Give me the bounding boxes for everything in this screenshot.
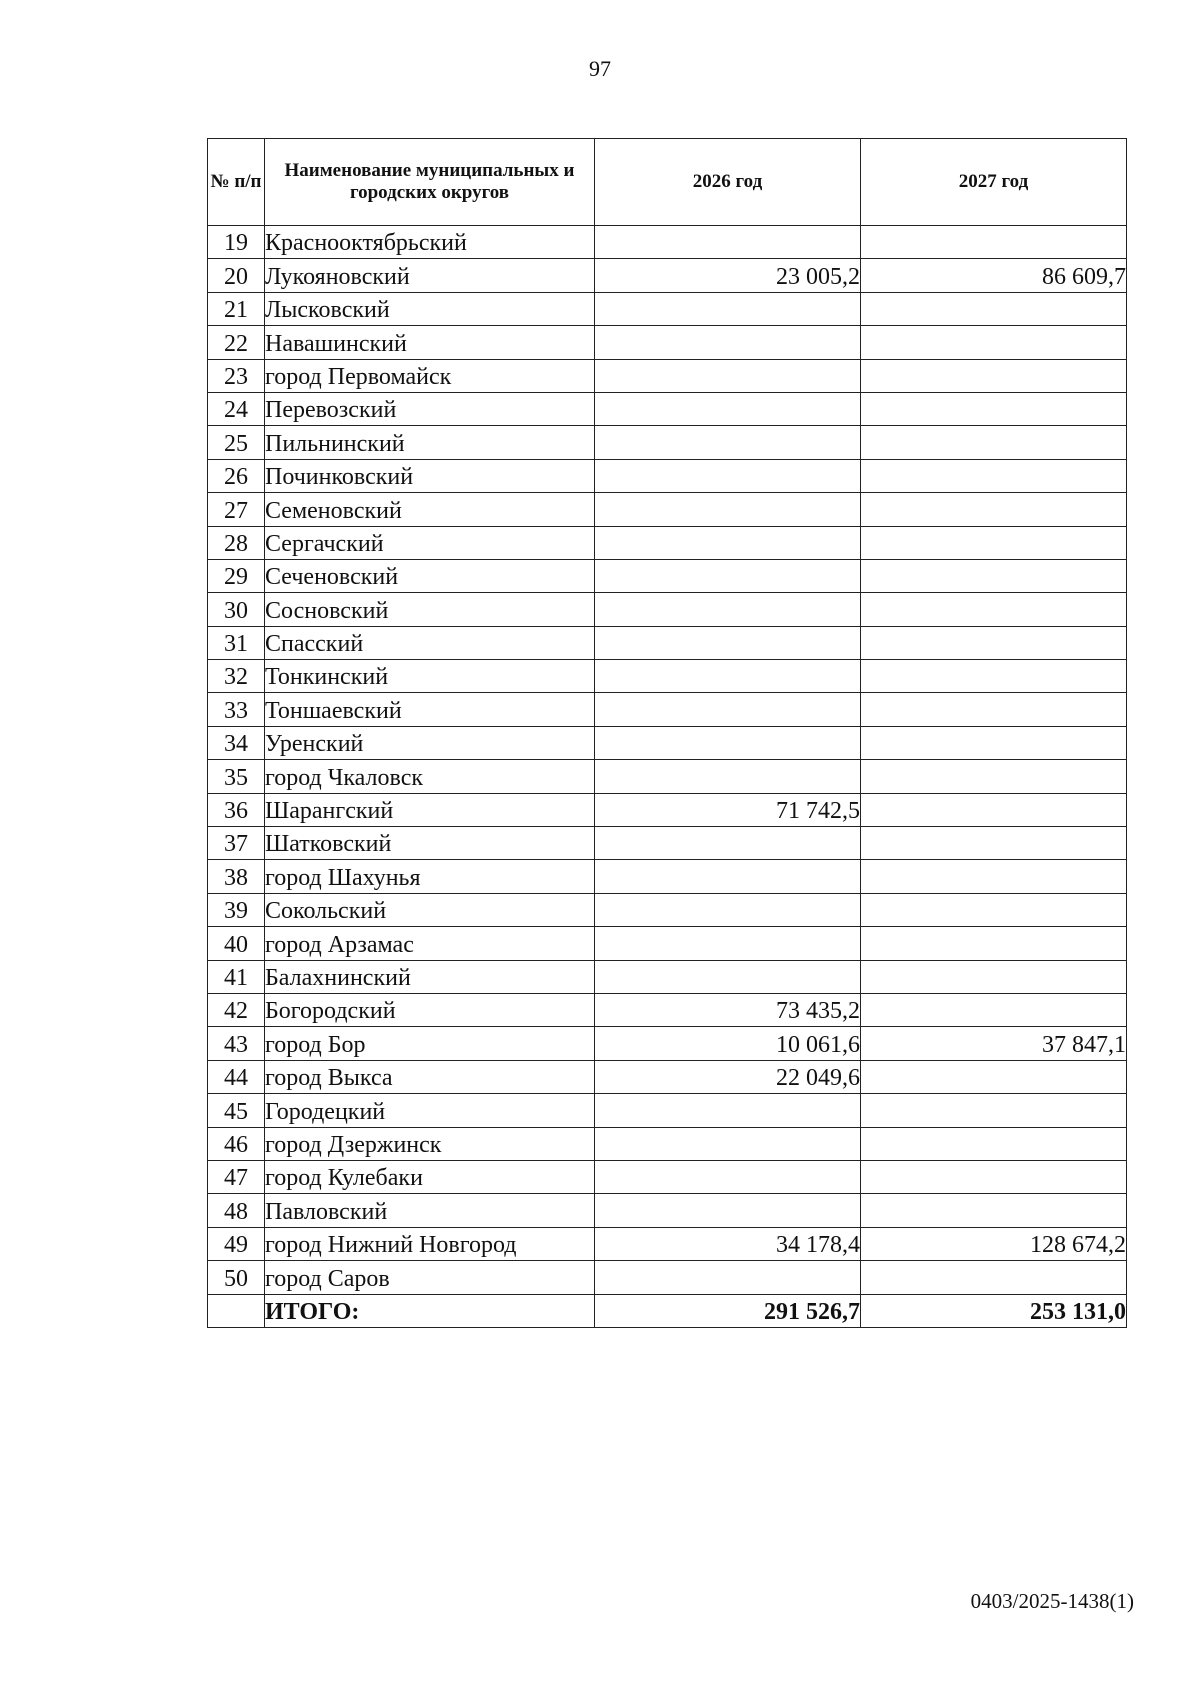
row-number-cell: 29 bbox=[208, 559, 265, 592]
table-row bbox=[208, 860, 1127, 893]
row-number-cell: 27 bbox=[208, 493, 265, 526]
row-number-cell: 40 bbox=[208, 927, 265, 960]
value-2027-cell bbox=[861, 292, 1127, 325]
header-number-label: № п/п bbox=[210, 171, 262, 192]
table-row bbox=[208, 1027, 1127, 1060]
row-number-cell: 38 bbox=[208, 860, 265, 893]
table-row bbox=[208, 660, 1127, 693]
value-2027-cell bbox=[861, 860, 1127, 893]
total-label-cell: ИТОГО: bbox=[265, 1294, 595, 1327]
value-2026-cell bbox=[595, 960, 861, 993]
table-row bbox=[208, 626, 1127, 659]
table-row bbox=[208, 960, 1127, 993]
row-number-cell: 21 bbox=[208, 292, 265, 325]
municipality-name-cell: город Кулебаки bbox=[265, 1160, 595, 1193]
table-row bbox=[208, 693, 1127, 726]
page-number: 97 bbox=[589, 56, 611, 81]
municipality-name-cell: город Первомайск bbox=[265, 359, 595, 392]
value-2026-cell: 73 435,2 bbox=[595, 993, 861, 1026]
value-2026-cell bbox=[595, 292, 861, 325]
table-row bbox=[208, 993, 1127, 1026]
header-2027-label: 2027 год bbox=[958, 171, 1029, 192]
value-2026-cell bbox=[595, 893, 861, 926]
row-number-cell: 43 bbox=[208, 1027, 265, 1060]
value-2027-cell bbox=[861, 893, 1127, 926]
table-row bbox=[208, 359, 1127, 392]
municipality-name-cell: Лукояновский bbox=[265, 259, 595, 292]
table-row bbox=[208, 1194, 1127, 1227]
header-municipality bbox=[265, 139, 595, 226]
value-2027-cell bbox=[861, 1094, 1127, 1127]
table-row bbox=[208, 1261, 1127, 1294]
row-number-cell: 48 bbox=[208, 1194, 265, 1227]
value-2027-cell bbox=[861, 660, 1127, 693]
municipality-name-cell: город Саров bbox=[265, 1261, 595, 1294]
municipality-name-cell: Тоншаевский bbox=[265, 693, 595, 726]
value-2026-cell: 22 049,6 bbox=[595, 1060, 861, 1093]
municipality-name-cell: Краснооктябрьский bbox=[265, 226, 595, 259]
table-body bbox=[208, 226, 1127, 1328]
value-2026-cell bbox=[595, 326, 861, 359]
value-2027-cell bbox=[861, 459, 1127, 492]
total-2026-cell: 291 526,7 bbox=[595, 1294, 861, 1327]
row-number-cell: 28 bbox=[208, 526, 265, 559]
value-2026-cell bbox=[595, 660, 861, 693]
value-2026-cell bbox=[595, 1127, 861, 1160]
row-number-cell: 37 bbox=[208, 827, 265, 860]
municipality-name-cell: город Арзамас bbox=[265, 927, 595, 960]
table-row bbox=[208, 760, 1127, 793]
municipality-name-cell: Городецкий bbox=[265, 1094, 595, 1127]
municipality-name-cell: город Дзержинск bbox=[265, 1127, 595, 1160]
value-2026-cell bbox=[595, 392, 861, 425]
municipality-name-cell: Лысковский bbox=[265, 292, 595, 325]
row-number-cell: 39 bbox=[208, 893, 265, 926]
municipality-name-cell: Шатковский bbox=[265, 827, 595, 860]
value-2026-cell bbox=[595, 927, 861, 960]
value-2026-cell bbox=[595, 459, 861, 492]
value-2027-cell bbox=[861, 593, 1127, 626]
value-2026-cell bbox=[595, 559, 861, 592]
value-2027-cell bbox=[861, 793, 1127, 826]
value-2026-cell: 10 061,6 bbox=[595, 1027, 861, 1060]
row-number-cell: 22 bbox=[208, 326, 265, 359]
municipality-name-cell: Тонкинский bbox=[265, 660, 595, 693]
table-row bbox=[208, 1227, 1127, 1260]
header-2026-label: 2026 год bbox=[692, 171, 763, 192]
value-2027-cell bbox=[861, 960, 1127, 993]
value-2027-cell bbox=[861, 526, 1127, 559]
value-2027-cell bbox=[861, 1194, 1127, 1227]
value-2026-cell bbox=[595, 827, 861, 860]
row-number-cell: 45 bbox=[208, 1094, 265, 1127]
value-2026-cell: 23 005,2 bbox=[595, 259, 861, 292]
total-row bbox=[208, 1294, 1127, 1327]
value-2026-cell: 34 178,4 bbox=[595, 1227, 861, 1260]
value-2026-cell bbox=[595, 693, 861, 726]
value-2027-cell bbox=[861, 1160, 1127, 1193]
row-number-cell: 23 bbox=[208, 359, 265, 392]
municipality-name-cell: Богородский bbox=[265, 993, 595, 1026]
value-2027-cell bbox=[861, 392, 1127, 425]
row-number-cell: 42 bbox=[208, 993, 265, 1026]
row-number-cell: 33 bbox=[208, 693, 265, 726]
value-2026-cell bbox=[595, 1094, 861, 1127]
municipality-name-cell: Балахнинский bbox=[265, 960, 595, 993]
table-header-row bbox=[208, 139, 1127, 226]
table-row bbox=[208, 1127, 1127, 1160]
municipality-name-cell: город Шахунья bbox=[265, 860, 595, 893]
value-2026-cell bbox=[595, 1261, 861, 1294]
row-number-cell: 26 bbox=[208, 459, 265, 492]
municipality-name-cell: Сеченовский bbox=[265, 559, 595, 592]
table-row bbox=[208, 726, 1127, 759]
row-number-cell: 49 bbox=[208, 1227, 265, 1260]
value-2027-cell bbox=[861, 359, 1127, 392]
value-2026-cell bbox=[595, 526, 861, 559]
value-2027-cell bbox=[861, 559, 1127, 592]
municipality-name-cell: Шарангский bbox=[265, 793, 595, 826]
municipality-name-cell: Сокольский bbox=[265, 893, 595, 926]
row-number-cell: 24 bbox=[208, 392, 265, 425]
value-2026-cell: 71 742,5 bbox=[595, 793, 861, 826]
value-2026-cell bbox=[595, 426, 861, 459]
row-number-cell: 34 bbox=[208, 726, 265, 759]
municipality-name-cell: Починковский bbox=[265, 459, 595, 492]
municipality-name-cell: Навашинский bbox=[265, 326, 595, 359]
header-2026 bbox=[595, 139, 861, 226]
table-row bbox=[208, 593, 1127, 626]
value-2027-cell bbox=[861, 993, 1127, 1026]
table-row bbox=[208, 426, 1127, 459]
table-row bbox=[208, 1094, 1127, 1127]
row-number-cell: 35 bbox=[208, 760, 265, 793]
value-2027-cell bbox=[861, 827, 1127, 860]
value-2027-cell bbox=[861, 493, 1127, 526]
row-number-cell: 41 bbox=[208, 960, 265, 993]
row-number-cell: 25 bbox=[208, 426, 265, 459]
row-number-cell: 36 bbox=[208, 793, 265, 826]
table-row bbox=[208, 927, 1127, 960]
table-row bbox=[208, 827, 1127, 860]
table-row bbox=[208, 1160, 1127, 1193]
value-2027-cell bbox=[861, 760, 1127, 793]
value-2026-cell bbox=[595, 593, 861, 626]
value-2026-cell bbox=[595, 359, 861, 392]
row-number-cell: 44 bbox=[208, 1060, 265, 1093]
table-row bbox=[208, 493, 1127, 526]
table-row bbox=[208, 893, 1127, 926]
header-2027 bbox=[861, 139, 1127, 226]
municipality-name-cell: город Чкаловск bbox=[265, 760, 595, 793]
row-number-cell: 46 bbox=[208, 1127, 265, 1160]
value-2026-cell bbox=[595, 1160, 861, 1193]
value-2027-cell bbox=[861, 1060, 1127, 1093]
table-row bbox=[208, 459, 1127, 492]
municipality-name-cell: Пильнинский bbox=[265, 426, 595, 459]
table-row bbox=[208, 1060, 1127, 1093]
row-number-cell: 20 bbox=[208, 259, 265, 292]
row-number-cell: 47 bbox=[208, 1160, 265, 1193]
value-2027-cell: 128 674,2 bbox=[861, 1227, 1127, 1260]
header-number bbox=[208, 139, 265, 226]
table-row bbox=[208, 526, 1127, 559]
municipality-name-cell: город Бор bbox=[265, 1027, 595, 1060]
municipality-name-cell: Спасский bbox=[265, 626, 595, 659]
municipality-name-cell: Сергачский bbox=[265, 526, 595, 559]
header-municipality-label: Наименование муниципальных и городских округов bbox=[284, 160, 575, 203]
value-2027-cell bbox=[861, 326, 1127, 359]
table-row bbox=[208, 226, 1127, 259]
value-2027-cell bbox=[861, 1127, 1127, 1160]
value-2027-cell bbox=[861, 726, 1127, 759]
value-2027-cell: 37 847,1 bbox=[861, 1027, 1127, 1060]
value-2026-cell bbox=[595, 1194, 861, 1227]
table-row bbox=[208, 292, 1127, 325]
value-2026-cell bbox=[595, 860, 861, 893]
value-2026-cell bbox=[595, 726, 861, 759]
value-2026-cell bbox=[595, 493, 861, 526]
value-2027-cell bbox=[861, 426, 1127, 459]
value-2027-cell bbox=[861, 693, 1127, 726]
table-row bbox=[208, 259, 1127, 292]
value-2026-cell bbox=[595, 226, 861, 259]
total-2027-cell: 253 131,0 bbox=[861, 1294, 1127, 1327]
table-row bbox=[208, 392, 1127, 425]
row-number-cell: 19 bbox=[208, 226, 265, 259]
total-number-cell bbox=[208, 1294, 265, 1327]
value-2027-cell: 86 609,7 bbox=[861, 259, 1127, 292]
document-code: 0403/2025-1438(1) bbox=[970, 1589, 1134, 1613]
table-row bbox=[208, 793, 1127, 826]
value-2027-cell bbox=[861, 927, 1127, 960]
value-2027-cell bbox=[861, 226, 1127, 259]
municipality-name-cell: Семеновский bbox=[265, 493, 595, 526]
row-number-cell: 50 bbox=[208, 1261, 265, 1294]
row-number-cell: 31 bbox=[208, 626, 265, 659]
municipality-name-cell: Павловский bbox=[265, 1194, 595, 1227]
municipality-name-cell: город Нижний Новгород bbox=[265, 1227, 595, 1260]
budget-table bbox=[207, 138, 1127, 1328]
table-row bbox=[208, 559, 1127, 592]
value-2026-cell bbox=[595, 760, 861, 793]
row-number-cell: 30 bbox=[208, 593, 265, 626]
municipality-name-cell: Перевозский bbox=[265, 392, 595, 425]
municipality-name-cell: Сосновский bbox=[265, 593, 595, 626]
value-2027-cell bbox=[861, 626, 1127, 659]
municipality-name-cell: город Выкса bbox=[265, 1060, 595, 1093]
table-row bbox=[208, 326, 1127, 359]
row-number-cell: 32 bbox=[208, 660, 265, 693]
value-2027-cell bbox=[861, 1261, 1127, 1294]
value-2026-cell bbox=[595, 626, 861, 659]
municipality-name-cell: Уренский bbox=[265, 726, 595, 759]
